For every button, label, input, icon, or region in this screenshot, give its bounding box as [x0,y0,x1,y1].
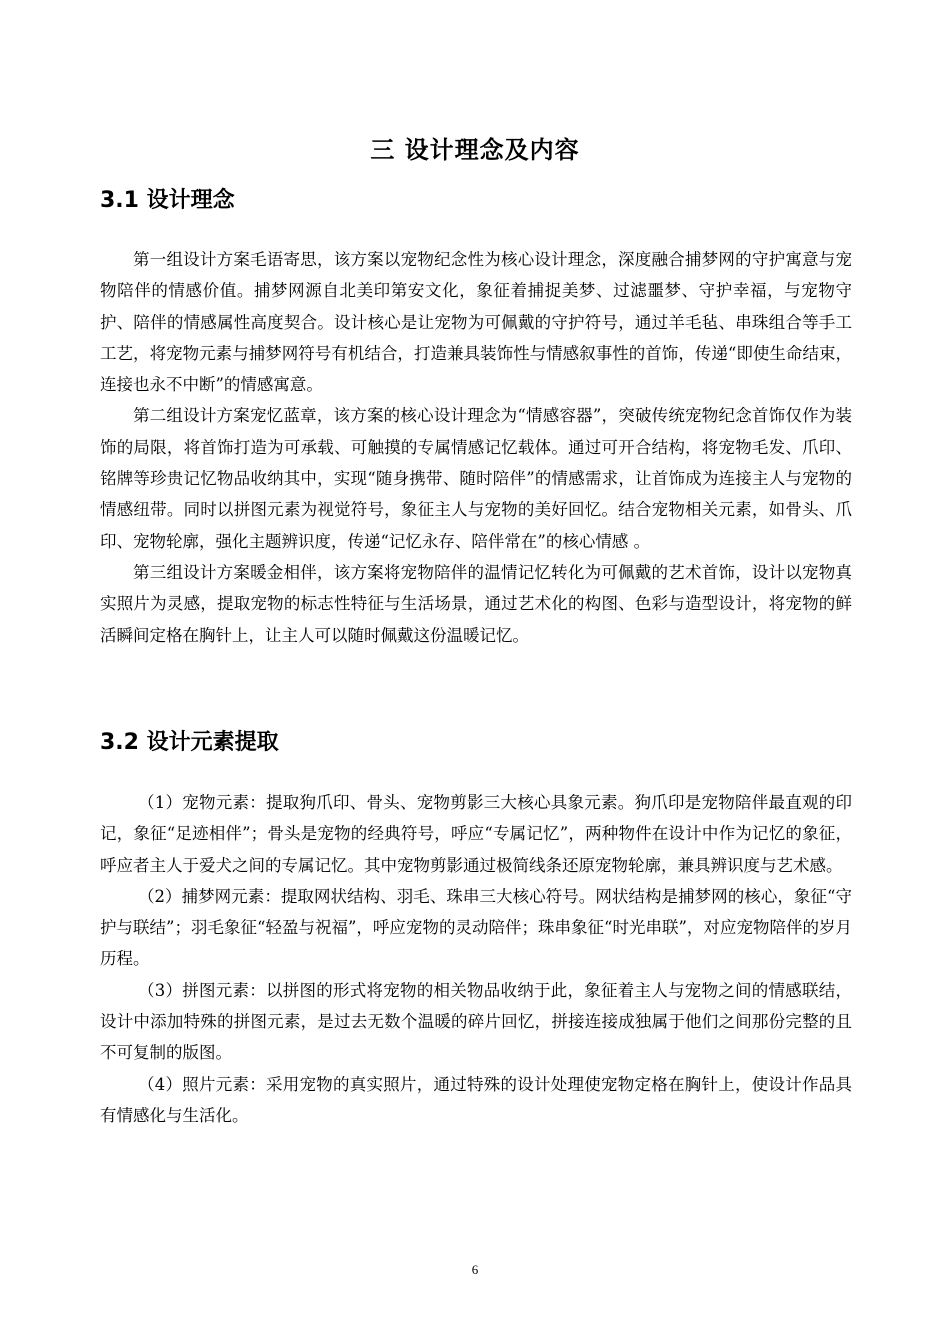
paragraph: （3）拼图元素：以拼图的形式将宠物的相关物品收纳于此，象征着主人与宠物之间的情感联结，设计中添加特殊的拼图元素，是过去无数个温暖的碎片回忆，拼接连接成独属于他们之间那份完整的且不可复制的版图。 [100,980,852,1063]
page-number: 6 [471,1262,479,1277]
section-body-3-2 [100,787,852,1131]
section-heading-3-2: 3.2 设计元素提取 [100,730,279,755]
chapter-title: 三 设计理念及内容 [370,136,580,165]
paragraph: 第一组设计方案毛语寄思，该方案以宠物纪念性为核心设计理念，深度融合捕梦网的守护寓意与宠物陪伴的情感价值。捕梦网源自北美印第安文化，象征着捕捉美梦、过滤噩梦、守护幸福，与宠物守护、陪伴的情感属性高度契合。设计核心是让宠物为可佩戴的守护符号，通过羊毛毡、串珠组合等手工工艺，将宠物元素与捕梦网符号有机结合，打造兼具装饰性与情感叙事性的首饰，传递“即使生命结束，连接也永不中断”的情感寓意。 [100,250,852,395]
paragraph: （1）宠物元素：提取狗爪印、骨头、宠物剪影三大核心具象元素。狗爪印是宠物陪伴最直观的印记，象征“足迹相伴”；骨头是宠物的经典符号，呼应“专属记忆”，两种物件在设计中作为记忆的象征，呼应者主人于爱犬之间的专属记忆。其中宠物剪影通过极简线条还原宠物轮廓，兼具辨识度与艺术感。 [100,793,852,875]
section-body-3-1 [100,244,852,651]
paragraph: 第二组设计方案宠忆蓝章，该方案的核心设计理念为“情感容器”，突破传统宠物纪念首饰仅作为装饰的局限，将首饰打造为可承载、可触摸的专属情感记忆载体。通过可开合结构，将宠物毛发、爪印、铭牌等珍贵记忆物品收纳其中，实现“随身携带、随时陪伴”的情感需求，让首饰成为连接主人与宠物的情感纽带。同时以拼图元素为视觉符号，象征主人与宠物的美好回忆。结合宠物相关元素，如骨头、爪印、宠物轮廓，强化主题辨识度，传递“记忆永存、陪伴常在”的核心情感 。 [100,406,852,551]
paragraph: （2）捕梦网元素：提取网状结构、羽毛、珠串三大核心符号。网状结构是捕梦网的核心，象征“守护与联结”；羽毛象征“轻盈与祝福”，呼应宠物的灵动陪伴；珠串象征“时光串联”，对应宠物陪伴的岁月历程。 [100,886,852,969]
paragraph: （4）照片元素：采用宠物的真实照片，通过特殊的设计处理使宠物定格在胸针上，使设计作品具有情感化与生活化。 [100,1074,852,1125]
paragraph: 第三组设计方案暖金相伴，该方案将宠物陪伴的温情记忆转化为可佩戴的艺术首饰，设计以宠物真实照片为灵感，提取宠物的标志性特征与生活场景，通过艺术化的构图、色彩与造型设计，将宠物的鲜活瞬间定格在胸针上，让主人可以随时佩戴这份温暖记忆。 [100,562,852,645]
section-heading-3-1: 3.1 设计理念 [100,188,235,213]
